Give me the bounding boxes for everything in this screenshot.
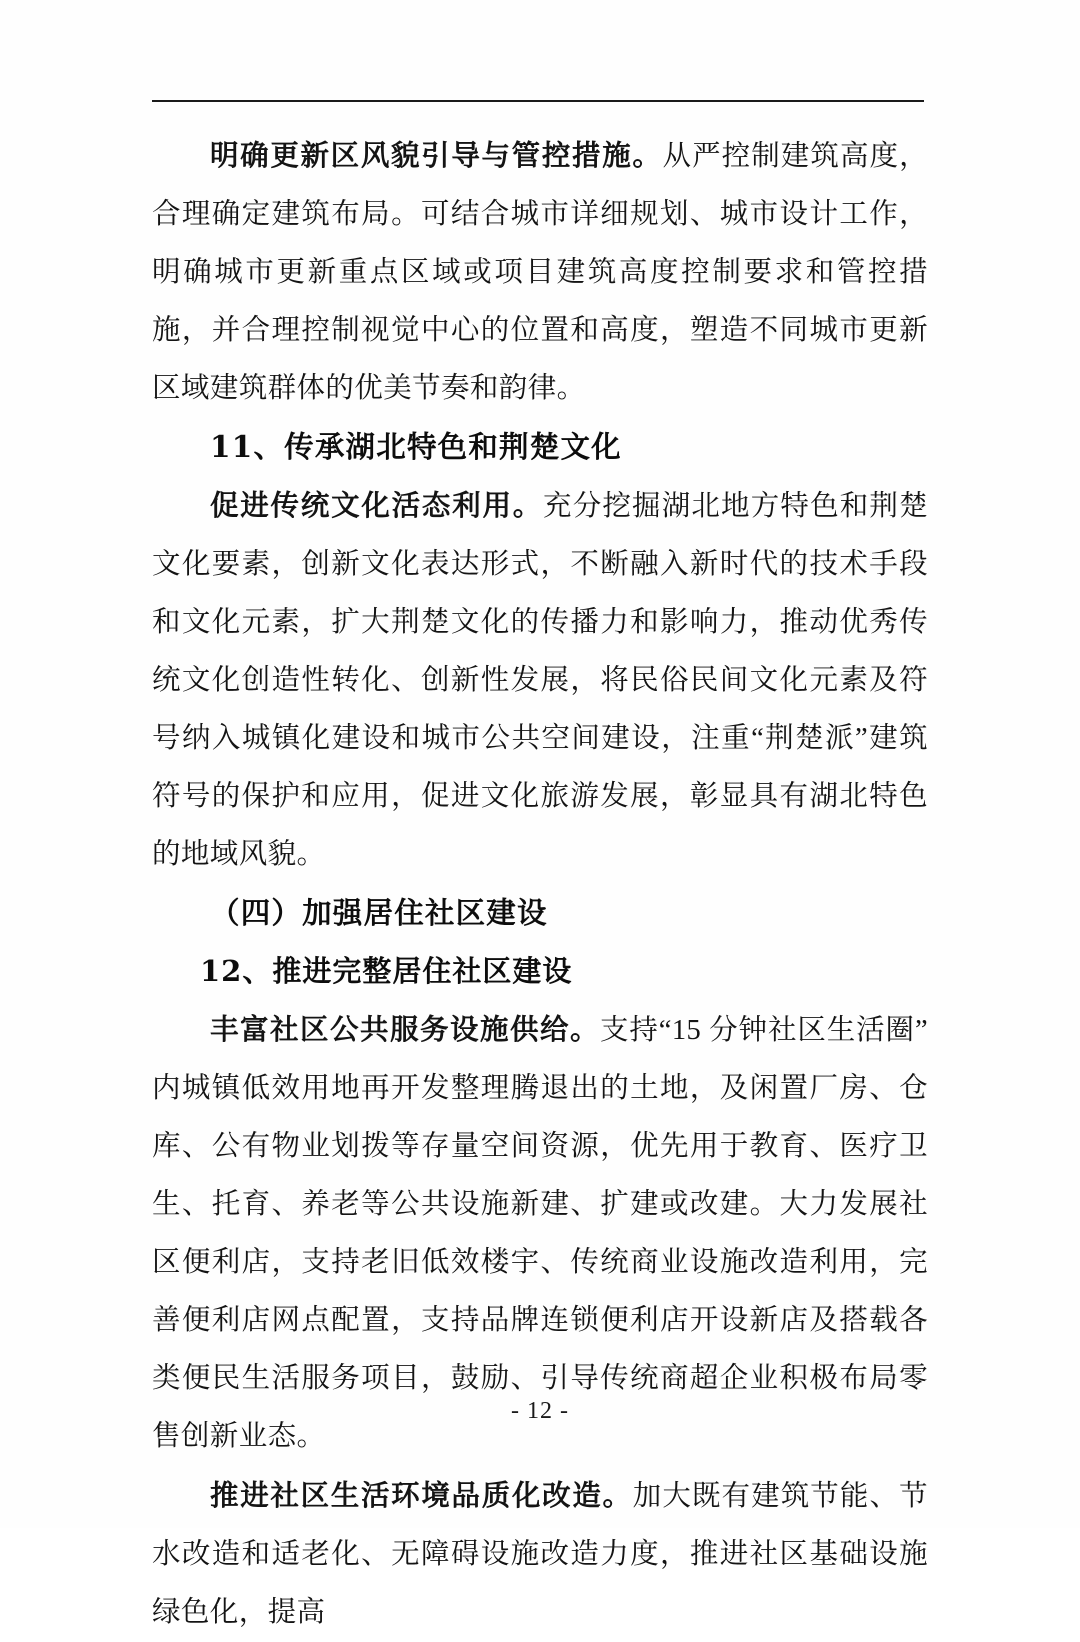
header-rule xyxy=(152,100,924,102)
page-number: - 12 - xyxy=(511,1398,569,1424)
section-heading-11: 11、传承湖北特色和荆楚文化 xyxy=(210,429,622,464)
section-heading-12: 12、推进完整居住社区建设 xyxy=(200,954,573,988)
paragraph-lead: 推进社区生活环境品质化改造。 xyxy=(210,1478,633,1512)
paragraph-block xyxy=(152,126,928,418)
paragraph-text: 从严控制建筑高度，合理确定建筑布局。可结合城市详细规划、城市设计工作，明确城市更新重点区域或项目建筑高度控制要求和管控措施，并合理控制视觉中心的位置和高度，塑造不同城市更新区域建筑群体的优美节奏和韵律。 xyxy=(152,141,928,404)
paragraph-block xyxy=(152,476,928,884)
paragraph-text: 加大既有建筑节能、节水改造和适老化、无障碍设施改造力度，推进社区基础设施绿色化，提高 xyxy=(152,1481,928,1628)
paragraph-block xyxy=(152,1000,928,1466)
paragraph-block xyxy=(152,1466,928,1642)
paragraph-lead: 促进传统文化活态利用。 xyxy=(210,488,544,522)
section-heading-four: （四）加强居住社区建设 xyxy=(210,895,548,930)
paragraph-lead: 丰富社区公共服务设施供给。 xyxy=(210,1012,600,1046)
paragraph-text: 支持“15 分钟社区生活圈”内城镇低效用地再开发整理腾退出的土地，及闲置厂房、仓库、公有物业划拨等存量空间资源，优先用于教育、医疗卫生、托育、养老等公共设施新建、扩建或改建。大力发展社区便利店，支持老旧低效楼宇、传统商业设施改造利用，完善便利店网点配置，支持品牌连锁便利店开设新店及搭载各类便民生活服务项目，鼓励、引导传统商超企业积极布局零售创新业态。 xyxy=(152,1015,928,1452)
paragraph-text: 充分挖掘湖北地方特色和荆楚文化要素，创新文化表达形式，不断融入新时代的技术手段和文化元素，扩大荆楚文化的传播力和影响力，推动优秀传统文化创造性转化、创新性发展，将民俗民间文化元素及符号纳入城镇化建设和城市公共空间建设，注重“荆楚派”建筑符号的保护和应用，促进文化旅游发展，彰显具有湖北特色的地域风貌。 xyxy=(152,491,928,870)
paragraph-lead: 明确更新区风貌引导与管控措施。 xyxy=(210,138,663,172)
